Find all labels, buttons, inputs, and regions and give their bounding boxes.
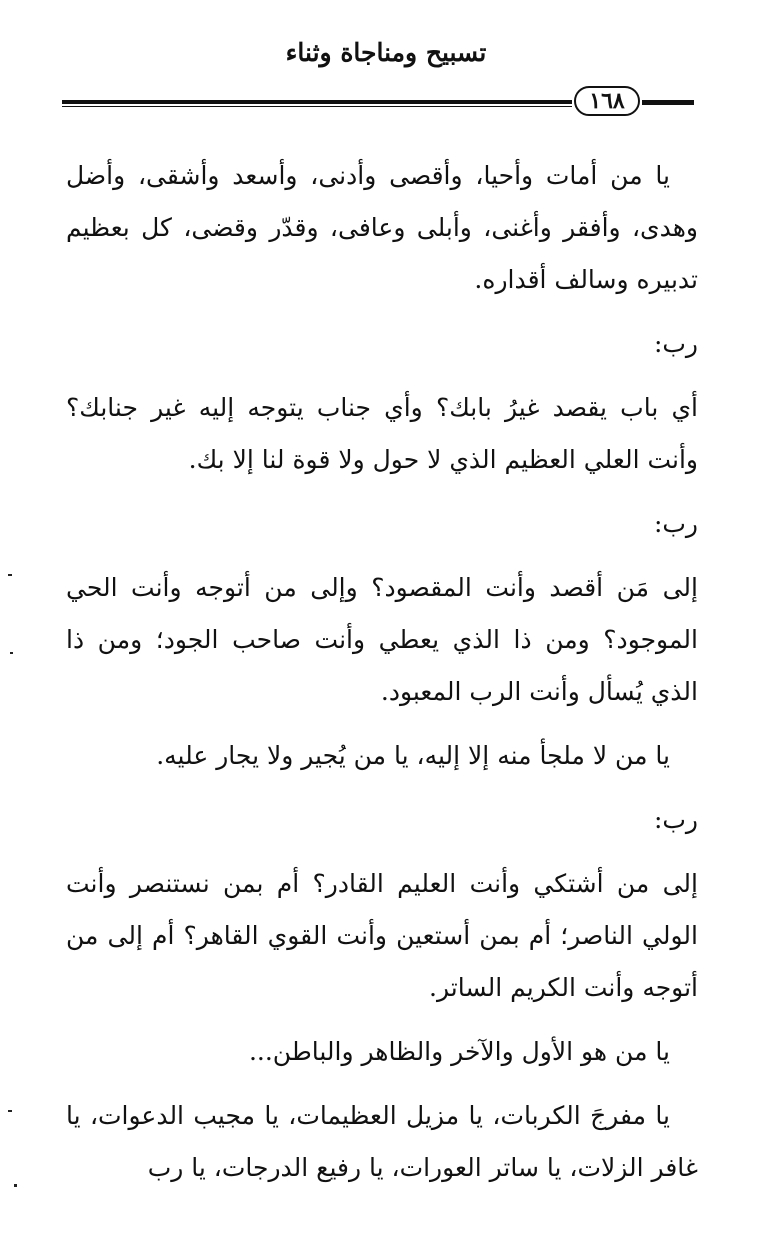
header-rule-short-line <box>642 100 694 105</box>
section-label: رب: <box>653 805 698 834</box>
paragraph: إلى مَن أقصد وأنت المقصود؟ وإلى من أتوجه وأنت الحي الموجود؟ ومن ذا الذي يعطي وأنت صاحب الجود؛ ومن ذا الذي يُسأل وأنت الرب المعبود. <box>66 573 698 706</box>
scan-speck <box>14 1184 17 1187</box>
page-number: ١٦٨ <box>574 86 640 116</box>
header-rule-thick-line <box>62 100 572 104</box>
body-text <box>66 150 698 1206</box>
paragraph: أي باب يقصد غيرُ بابك؟ وأي جناب يتوجه إليه غير جنابك؟ وأنت العلي العظيم الذي لا حول ولا قوة لنا إلا بك. <box>66 393 698 474</box>
header-rule <box>62 86 694 122</box>
running-title: تسبيح ومناجاة وثناء <box>285 38 487 67</box>
paragraph: يا من لا ملجأ منه إلا إليه، يا من يُجير ولا يجار عليه. <box>156 741 670 770</box>
paragraph: يا من أمات وأحيا، وأقصى وأدنى، وأسعد وأشقى، وأضل وهدى، وأفقر وأغنى، وأبلى وعافى، وقدّر وقضى، كل بعظيم تدبيره وسالف أقداره. <box>66 161 698 294</box>
scan-speck <box>8 1110 12 1112</box>
header-rule-thin-line <box>62 106 572 107</box>
scan-speck <box>8 574 12 576</box>
paragraph: إلى من أشتكي وأنت العليم القادر؟ أم بمن نستنصر وأنت الولي الناصر؛ أم بمن أستعين وأنت القوي القاهر؟ أم إلى من أتوجه وأنت الكريم الساتر. <box>66 869 698 1002</box>
paragraph: يا مفرجَ الكربات، يا مزيل العظيمات، يا مجيب الدعوات، يا غافر الزلات، يا ساتر العورات، يا رفيع الدرجات، يا رب <box>66 1101 698 1182</box>
paragraph: يا من هو الأول والآخر والظاهر والباطن... <box>248 1037 670 1066</box>
scan-speck <box>10 652 13 654</box>
section-label: رب: <box>653 329 698 358</box>
section-label: رب: <box>653 509 698 538</box>
